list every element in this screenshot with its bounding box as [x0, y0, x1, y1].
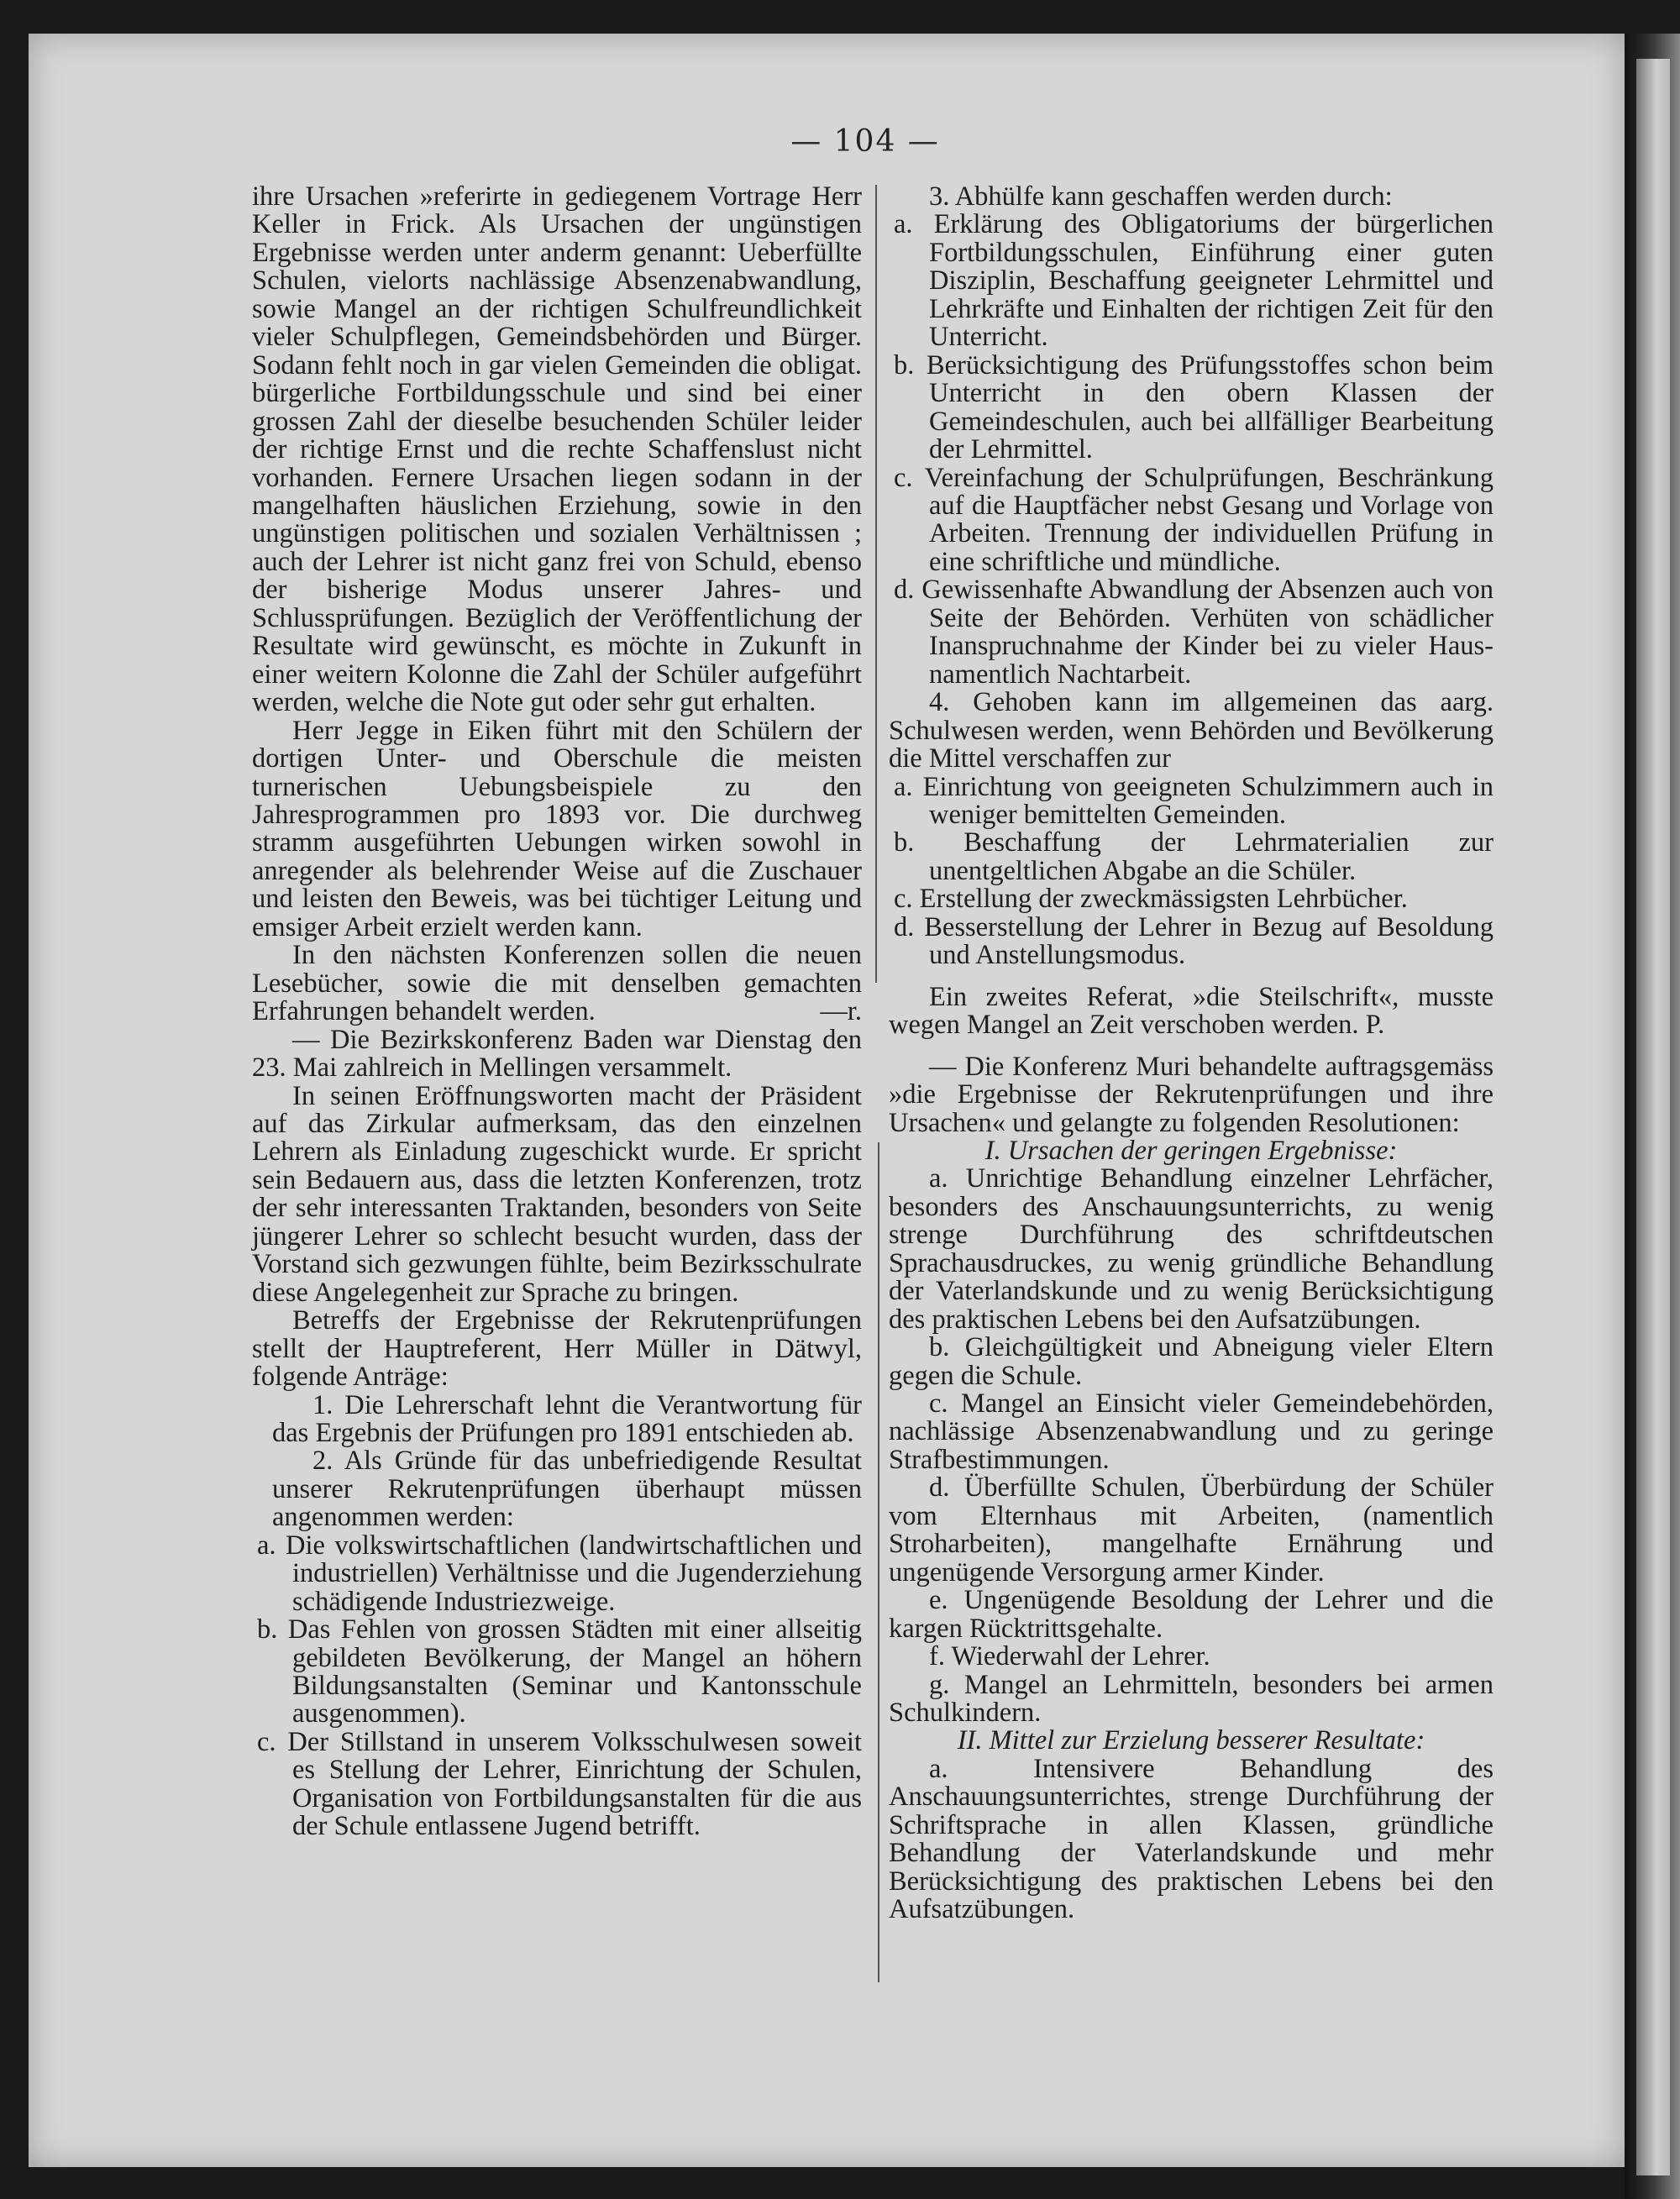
list-item: 1. Die Lehrerschaft lehnt die Verantwortung für das Ergebnis der Prüfungen pro 1891 entschieden ab. [272, 1389, 862, 1448]
list-item: f. Wiederwahl der Lehrer. [929, 1641, 1210, 1672]
list-item: d. Besserstellung der Lehrer in Bezug auf Besoldung und Anstellungsmodus. [894, 911, 1494, 971]
list-item: b. Das Fehlen von grossen Städten mit einer allseitig gebildeten Bevölkerung, der Mangel an höhern Bildungsanstalten (Seminar und Kantonsschule ausgenommen). [257, 1614, 862, 1729]
list-item: a. Unrichtige Behandlung einzelner Lehrfächer, besonders des Anschauungsunterrichts, zu wenig strenge Durchführung des schriftdeutschen Sprachausdruckes, zu wenig gründliche Behandlung der Vaterlandskunde und zu wenig Berücksichtigung des praktischen Lebens bei den Aufsatzübungen. [889, 1163, 1494, 1335]
list-item: e. Ungenügende Besoldung der Lehrer und die kargen Rücktrittsgehalte. [889, 1585, 1494, 1644]
paragraph: Herr Jegge in Eiken führt mit den Schülern der dortigen Unter- und Oberschule die meisten turnerischen Uebungsbeispiele zu den Jahresprogrammen pro 1893 vor. Die durchweg stramm ausgeführten Uebungen wirken sowohl in anregender als belehrender Weise auf die Zuschauer und leisten den Beweis, was bei tüchtiger Leitung und emsiger Arbeit erzielt werden kann. [252, 715, 862, 942]
paragraph: — Die Bezirkskonferenz Baden war Dienstag den 23. Mai zahlreich in Mellingen versammelt. [252, 1024, 862, 1084]
paragraph: Betreffs der Ergebnisse der Rekrutenprüfungen stellt der Hauptreferent, Herr Müller in Dätwyl, folgende Anträge: [252, 1305, 862, 1393]
list-item: a. Die volkswirtschaftlichen (landwirtschaftlichen und industriellen) Verhältnisse und die Jugenderziehung schädigende Industriezweige. [257, 1530, 862, 1617]
section-heading: I. Ursachen der geringen Ergebnisse: [984, 1135, 1398, 1166]
author-signature: —r. [820, 996, 862, 1027]
list-item: g. Mangel an Lehrmitteln, besonders bei armen Schulkindern. [889, 1669, 1494, 1729]
column-divider-lower [878, 1142, 879, 1982]
list-item: 3. Abhülfe kann geschaffen werden durch: [929, 181, 1393, 212]
list-item: d. Gewissenhafte Abwandlung der Absenzen auch von Seite der Behörden. Verhüten von schädlicher Inanspruchnahme der Kinder bei zu vieler Haus- namentlich Nachtarbeit. [894, 575, 1494, 690]
list-item: a. Einrichtung von geeigneten Schulzimmern auch in weniger bemittelten Gemeinden. [894, 771, 1494, 830]
paragraph: Ein zweites Referat, »die Steilschrift«, musste wegen Mangel an Zeit verschoben werden. P. [889, 981, 1494, 1041]
list-item: b. Berücksichtigung des Prüfungsstoffes schon beim Unterricht in den obern Klassen der Gemeindeschulen, auch bei allfälliger Bearbeitung der Lehrmittel. [894, 349, 1494, 465]
list-item: a. Intensivere Behandlung des Anschauungsunterrichtes, strenge Durchführung der Schriftsprache in allen Klassen, gründliche Behandlung der Vaterlandskunde und mehr Berücksichtigung des praktischen Lebens bei den Aufsatzübungen. [889, 1753, 1494, 1925]
list-item: 2. Als Gründe für das unbefriedigende Resultat unserer Rekrutenprüfungen überhaupt müssen angenommen werden: [272, 1446, 862, 1533]
list-item: d. Überfüllte Schulen, Überbürdung der Schüler vom Elternhaus mit Arbeiten, (namentlich Stroharbeiten), mangelhafte Ernährung und ungenügende Versorgung armer Kinder. [889, 1472, 1494, 1588]
section-heading: II. Mittel zur Erzielung besserer Resultate: [957, 1725, 1425, 1756]
next-page-edge [1636, 59, 1670, 2175]
column-divider [875, 185, 877, 983]
list-item: c. Erstellung der zweckmässigsten Lehrbücher. [894, 884, 1408, 915]
list-item: c. Der Stillstand in unserem Volksschulwesen soweit es Stellung der Lehrer, Einrichtung der Schulen, Organisation von Fortbildungsanstalten für die aus der Schule entlassene Jugend betrifft. [257, 1726, 862, 1842]
left-column [252, 183, 862, 1841]
paragraph: ihre Ursachen »referirte in gediegenem Vortrage Herr Keller in Frick. Als Ursachen der ungünstigen Ergebnisse werden unter anderm genannt: Ueberfüllte Schulen, vielorts nachlässige Absenzenabwandlung, sowie Mangel an der richtigen Schulfreundlichkeit vieler Schulpflegen, Gemeindsbehörden und Bürger. Sodann fehlt noch in gar vielen Gemeinden die obligat. bürgerliche Fortbildungsschule und sind bei einer grossen Zahl der dieselbe besuchenden Schüler leider der richtige Ernst und die rechte Schaffenslust nicht vorhanden. Fernere Ursachen liegen sodann in der mangelhaften häuslichen Erziehung, sowie in den ungünstigen politischen und sozialen Verhältnissen ; auch der Lehrer ist nicht ganz frei von Schuld, ebenso der bisherige Modus unserer Jahres- und Schlussprüfungen. Bezüglich der Veröffentlichung der Resultate wird gewünscht, es möchte in Zukunft in einer weitern Kolonne die Zahl der Schüler aufgeführt werden, welche die Note gut oder sehr gut erhalten. [252, 181, 862, 718]
paragraph: In den nächsten Konferenzen sollen die neuen Lesebücher, sowie die mit denselben gemachten Erfahrungen behandelt werden. [252, 940, 862, 1027]
list-item: b. Gleichgültigkeit und Abneigung vieler Eltern gegen die Schule. [889, 1332, 1494, 1391]
page-number: — 104 — [790, 124, 940, 159]
list-item: 4. Gehoben kann im allgemeinen das aarg. Schulwesen werden, wenn Behörden und Bevölkerung die Mittel verschaffen zur [889, 687, 1494, 774]
list-item: b. Beschaffung der Lehrmaterialien zur unentgeltlichen Abgabe an die Schüler. [894, 827, 1494, 886]
list-item: c. Vereinfachung der Schulprüfungen, Beschränkung auf die Hauptfächer nebst Gesang und Vorlage von Arbeiten. Trennung der individuellen Prüfung in eine schriftliche und mündliche. [894, 462, 1494, 577]
paragraph: — Die Konferenz Muri behandelte auftragsgemäss »die Ergebnisse der Rekrutenprüfungen und ihre Ursachen« und gelangte zu folgenden Resolutionen: [889, 1051, 1494, 1138]
paragraph: In seinen Eröffnungsworten macht der Präsident auf das Zirkular aufmerksam, das den einzelnen Lehrern als Einladung zugeschickt wurde. Er spricht sein Bedauern aus, dass die letzten Konferenzen, trotz der sehr interessanten Traktanden, besonders von Seite jüngerer Lehrer so schlecht besucht wurden, dass der Vorstand sich gezwungen fühlte, beim Bezirksschulrate diese Angelegenheit zur Sprache zu bringen. [252, 1080, 862, 1308]
list-item: c. Mangel an Einsicht vieler Gemeindebehörden, nachlässige Absenzenabwandlung und zu geringe Strafbestimmungen. [889, 1388, 1494, 1475]
right-column [889, 183, 1494, 1924]
list-item: a. Erklärung des Obligatoriums der bürgerlichen Fortbildungsschulen, Einführung einer guten Disziplin, Beschaffung geeigneter Lehrmittel und Lehrkräfte und Einhalten der richtigen Zeit für den Unterricht. [894, 209, 1494, 353]
